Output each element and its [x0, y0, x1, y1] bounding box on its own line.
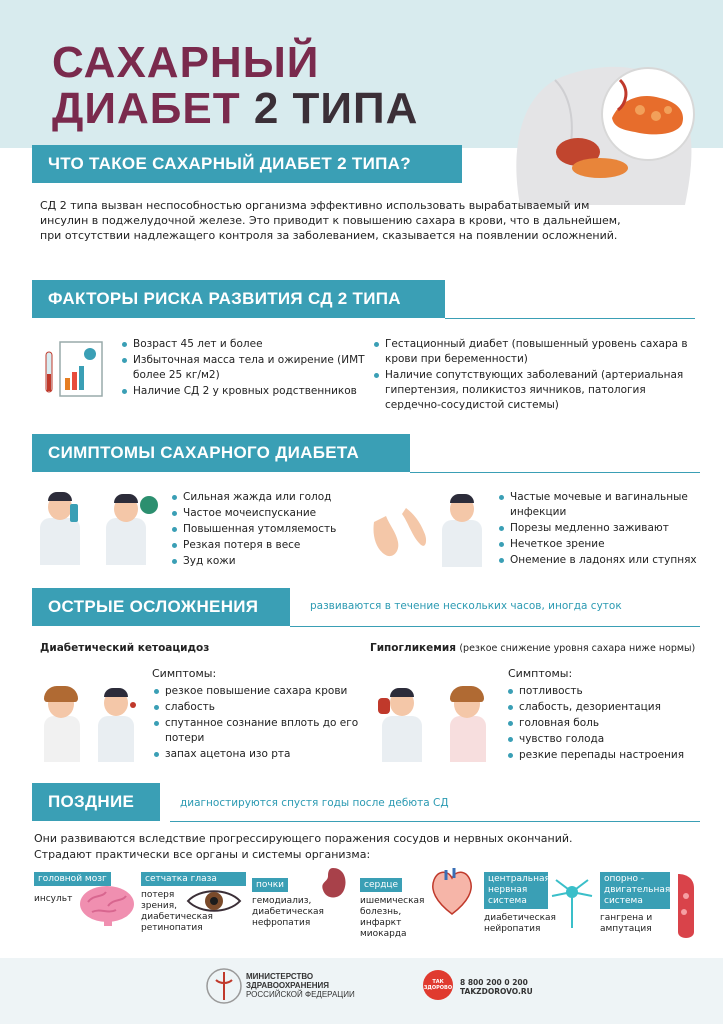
divider [170, 821, 700, 822]
kidney-icon [318, 866, 348, 900]
page-title-line1: САХАРНЫЙ [52, 38, 320, 87]
list-item: Частое мочеиспускание [170, 506, 365, 521]
section-what-is-heading: ЧТО ТАКОЕ САХАРНЫЙ ДИАБЕТ 2 ТИПА? [32, 145, 462, 183]
section-late-note: диагностируются спустя годы после дебюта СД [180, 797, 449, 809]
torso-pancreas-illustration [500, 40, 715, 205]
list-item: Сильная жажда или голод [170, 490, 365, 505]
symptoms-right-list [497, 490, 707, 569]
list-item: Возраст 45 лет и более [120, 337, 375, 352]
divider [445, 318, 695, 319]
ketoacidosis-symptoms-list [152, 684, 362, 763]
list-item: слабость [152, 700, 362, 715]
list-item: Повышенная утомляемость [170, 522, 365, 537]
divider [410, 472, 700, 473]
takzdorovo-logo: ТАК ЗДОРОВО [423, 970, 453, 1000]
list-item: Зуд кожи [170, 554, 365, 569]
section-what-is-body: СД 2 типа вызван неспособностью организма эффективно использовать вырабатываемый им инсулин в поджелудочной железе. Это приводит к повышению сахара в крови, что в дальнейшем, при отсутствии надлежащего контроля за заболеванием, сказывается на появлении осложнений. [40, 199, 621, 242]
organ-musculoskeletal: опорно - двигательная система гангрена и ампутация [600, 874, 671, 934]
hotline: 8 800 200 0 200 TAKZDOROVO.RU [460, 978, 533, 996]
ketoacidosis-people-illustration [36, 682, 146, 762]
organ-retina: сетчатка глаза потеря зрения, диабетическая ретинопатия [141, 872, 246, 934]
section-late-heading: ПОЗДНИЕ [32, 783, 160, 821]
list-item: Порезы медленно заживают [497, 521, 707, 536]
symptoms-left-list [170, 490, 365, 570]
organ-cns: центральная нервная система диабетическая нейропатия [484, 874, 556, 934]
page-title-line2: ДИАБЕТ 2 ТИПА [52, 84, 419, 133]
brain-icon [78, 884, 136, 926]
list-item: головная боль [506, 716, 706, 731]
section-acute-note: развиваются в течение нескольких часов, иногда суток [310, 600, 622, 612]
ketoacidosis-symptoms-label: Симптомы: [152, 667, 217, 680]
hypoglycemia-symptoms-label: Симптомы: [508, 667, 573, 680]
risk-factors-left-list [120, 337, 375, 400]
footer [0, 958, 723, 1024]
risk-factors-right-list [372, 337, 702, 414]
list-item: Онемение в ладонях или ступнях [497, 553, 707, 568]
list-item: резкое повышение сахара крови [152, 684, 362, 699]
neuron-icon [548, 874, 596, 930]
organ-kidneys: почки гемодиализ, диабетическая нефропатия [252, 880, 324, 928]
hypoglycemia-title: Гипогликемия (резкое снижение уровня сахара ниже нормы) [370, 642, 696, 654]
eye-icon [186, 888, 242, 914]
organ-brain: головной мозг инсульт [34, 872, 111, 905]
list-item: запах ацетона изо рта [152, 747, 362, 762]
list-item: Наличие сопутствующих заболеваний (артериальная гипертензия, поликистоз яичников, патология сердечно-сосудистой системы) [372, 368, 702, 413]
list-item: слабость, дезориентация [506, 700, 706, 715]
section-acute-heading: ОСТРЫЕ ОСЛОЖНЕНИЯ [32, 588, 290, 626]
hypoglycemia-symptoms-list [506, 684, 706, 764]
organ-heart: сердце ишемическая болезнь, инфаркт миокарда [360, 880, 425, 939]
list-item: потливость [506, 684, 706, 699]
list-item: чувство голода [506, 732, 706, 747]
divider [290, 626, 700, 627]
hypoglycemia-people-illustration [374, 682, 494, 762]
list-item: спутанное сознание вплоть до его потери [152, 716, 362, 746]
section-late-body-2: Страдают практически все органы и системы организма: [34, 848, 371, 861]
blood-vessel-icon [672, 872, 700, 942]
symptoms-people-illustration-left [36, 490, 166, 565]
symptoms-people-illustration-right [368, 492, 488, 567]
list-item: Нечеткое зрение [497, 537, 707, 552]
heart-icon [428, 866, 476, 918]
section-risk-factors-heading: ФАКТОРЫ РИСКА РАЗВИТИЯ СД 2 ТИПА [32, 280, 445, 318]
section-symptoms-heading: СИМПТОМЫ САХАРНОГО ДИАБЕТА [32, 434, 410, 472]
list-item: Резкая потеря в весе [170, 538, 365, 553]
list-item: Наличие СД 2 у кровных родственников [120, 384, 375, 399]
section-late-body-1: Они развиваются вследствие прогрессирующего поражения сосудов и нервных окончаний. [34, 832, 573, 845]
ketoacidosis-title: Диабетический кетоацидоз [40, 642, 210, 654]
ministry-name: МИНИСТЕРСТВО ЗДРАВООХРАНЕНИЯ РОССИЙСКОЙ ФЕДЕРАЦИИ [246, 972, 355, 999]
list-item: Избыточная масса тела и ожирение (ИМТ более 25 кг/м2) [120, 353, 375, 383]
list-item: резкие перепады настроения [506, 748, 706, 763]
list-item: Частые мочевые и вагинальные инфекции [497, 490, 707, 520]
clipboard-chart-icon [40, 338, 105, 400]
foot-hand-icon [368, 492, 430, 562]
ministry-emblem-icon [206, 966, 242, 1006]
list-item: Гестационный диабет (повышенный уровень сахара в крови при беременности) [372, 337, 702, 367]
